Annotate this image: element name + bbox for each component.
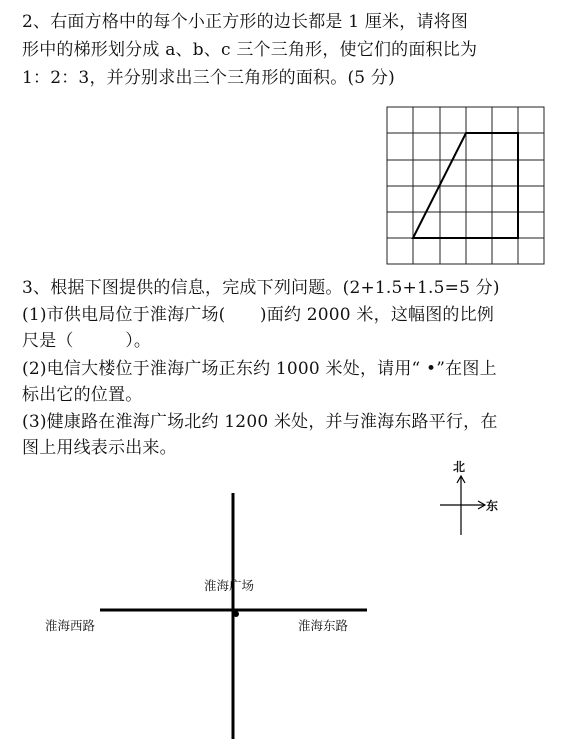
q3-line-4: (2)电信大楼位于淮海广场正东约 1000 米处，请用“ •”在图上 [22, 359, 497, 379]
q3-line-3: 尺是（ ）。 [22, 331, 152, 351]
huaihai-square-label: 淮海广场 [204, 578, 255, 593]
q2-line-3: 1：2：3，并分别求出三个三角形的面积。(5 分) [22, 68, 395, 88]
q2-line-2: 形中的梯形划分成 a、b、c 三个三角形，使它们的面积比为 [22, 40, 478, 60]
q3-line-6: (3)健康路在淮海广场北约 1200 米处，并与淮海东路平行，在 [22, 412, 498, 432]
q3-line-7: 图上用线表示出来。 [22, 438, 177, 458]
north-label: 北 [453, 460, 466, 474]
huaihai-west-road-label: 淮海西路 [45, 618, 96, 633]
q3-line-2: (1)市供电局位于淮海广场( )面约 2000 米，这幅图的比例 [22, 305, 495, 325]
compass [440, 476, 485, 535]
huaihai-east-road-label: 淮海东路 [298, 618, 349, 633]
q2-line-1: 2、右面方格中的每个小正方形的边长都是 1 厘米，请将图 [22, 12, 469, 32]
square-dot [233, 611, 239, 617]
east-label: 东 [486, 499, 499, 513]
trapezoid [413, 133, 518, 238]
q3-line-1: 3、根据下图提供的信息，完成下列问题。(2+1.5+1.5=5 分) [22, 278, 500, 298]
q3-line-5: 标出它的位置。 [22, 385, 143, 405]
square-grid [387, 107, 544, 264]
